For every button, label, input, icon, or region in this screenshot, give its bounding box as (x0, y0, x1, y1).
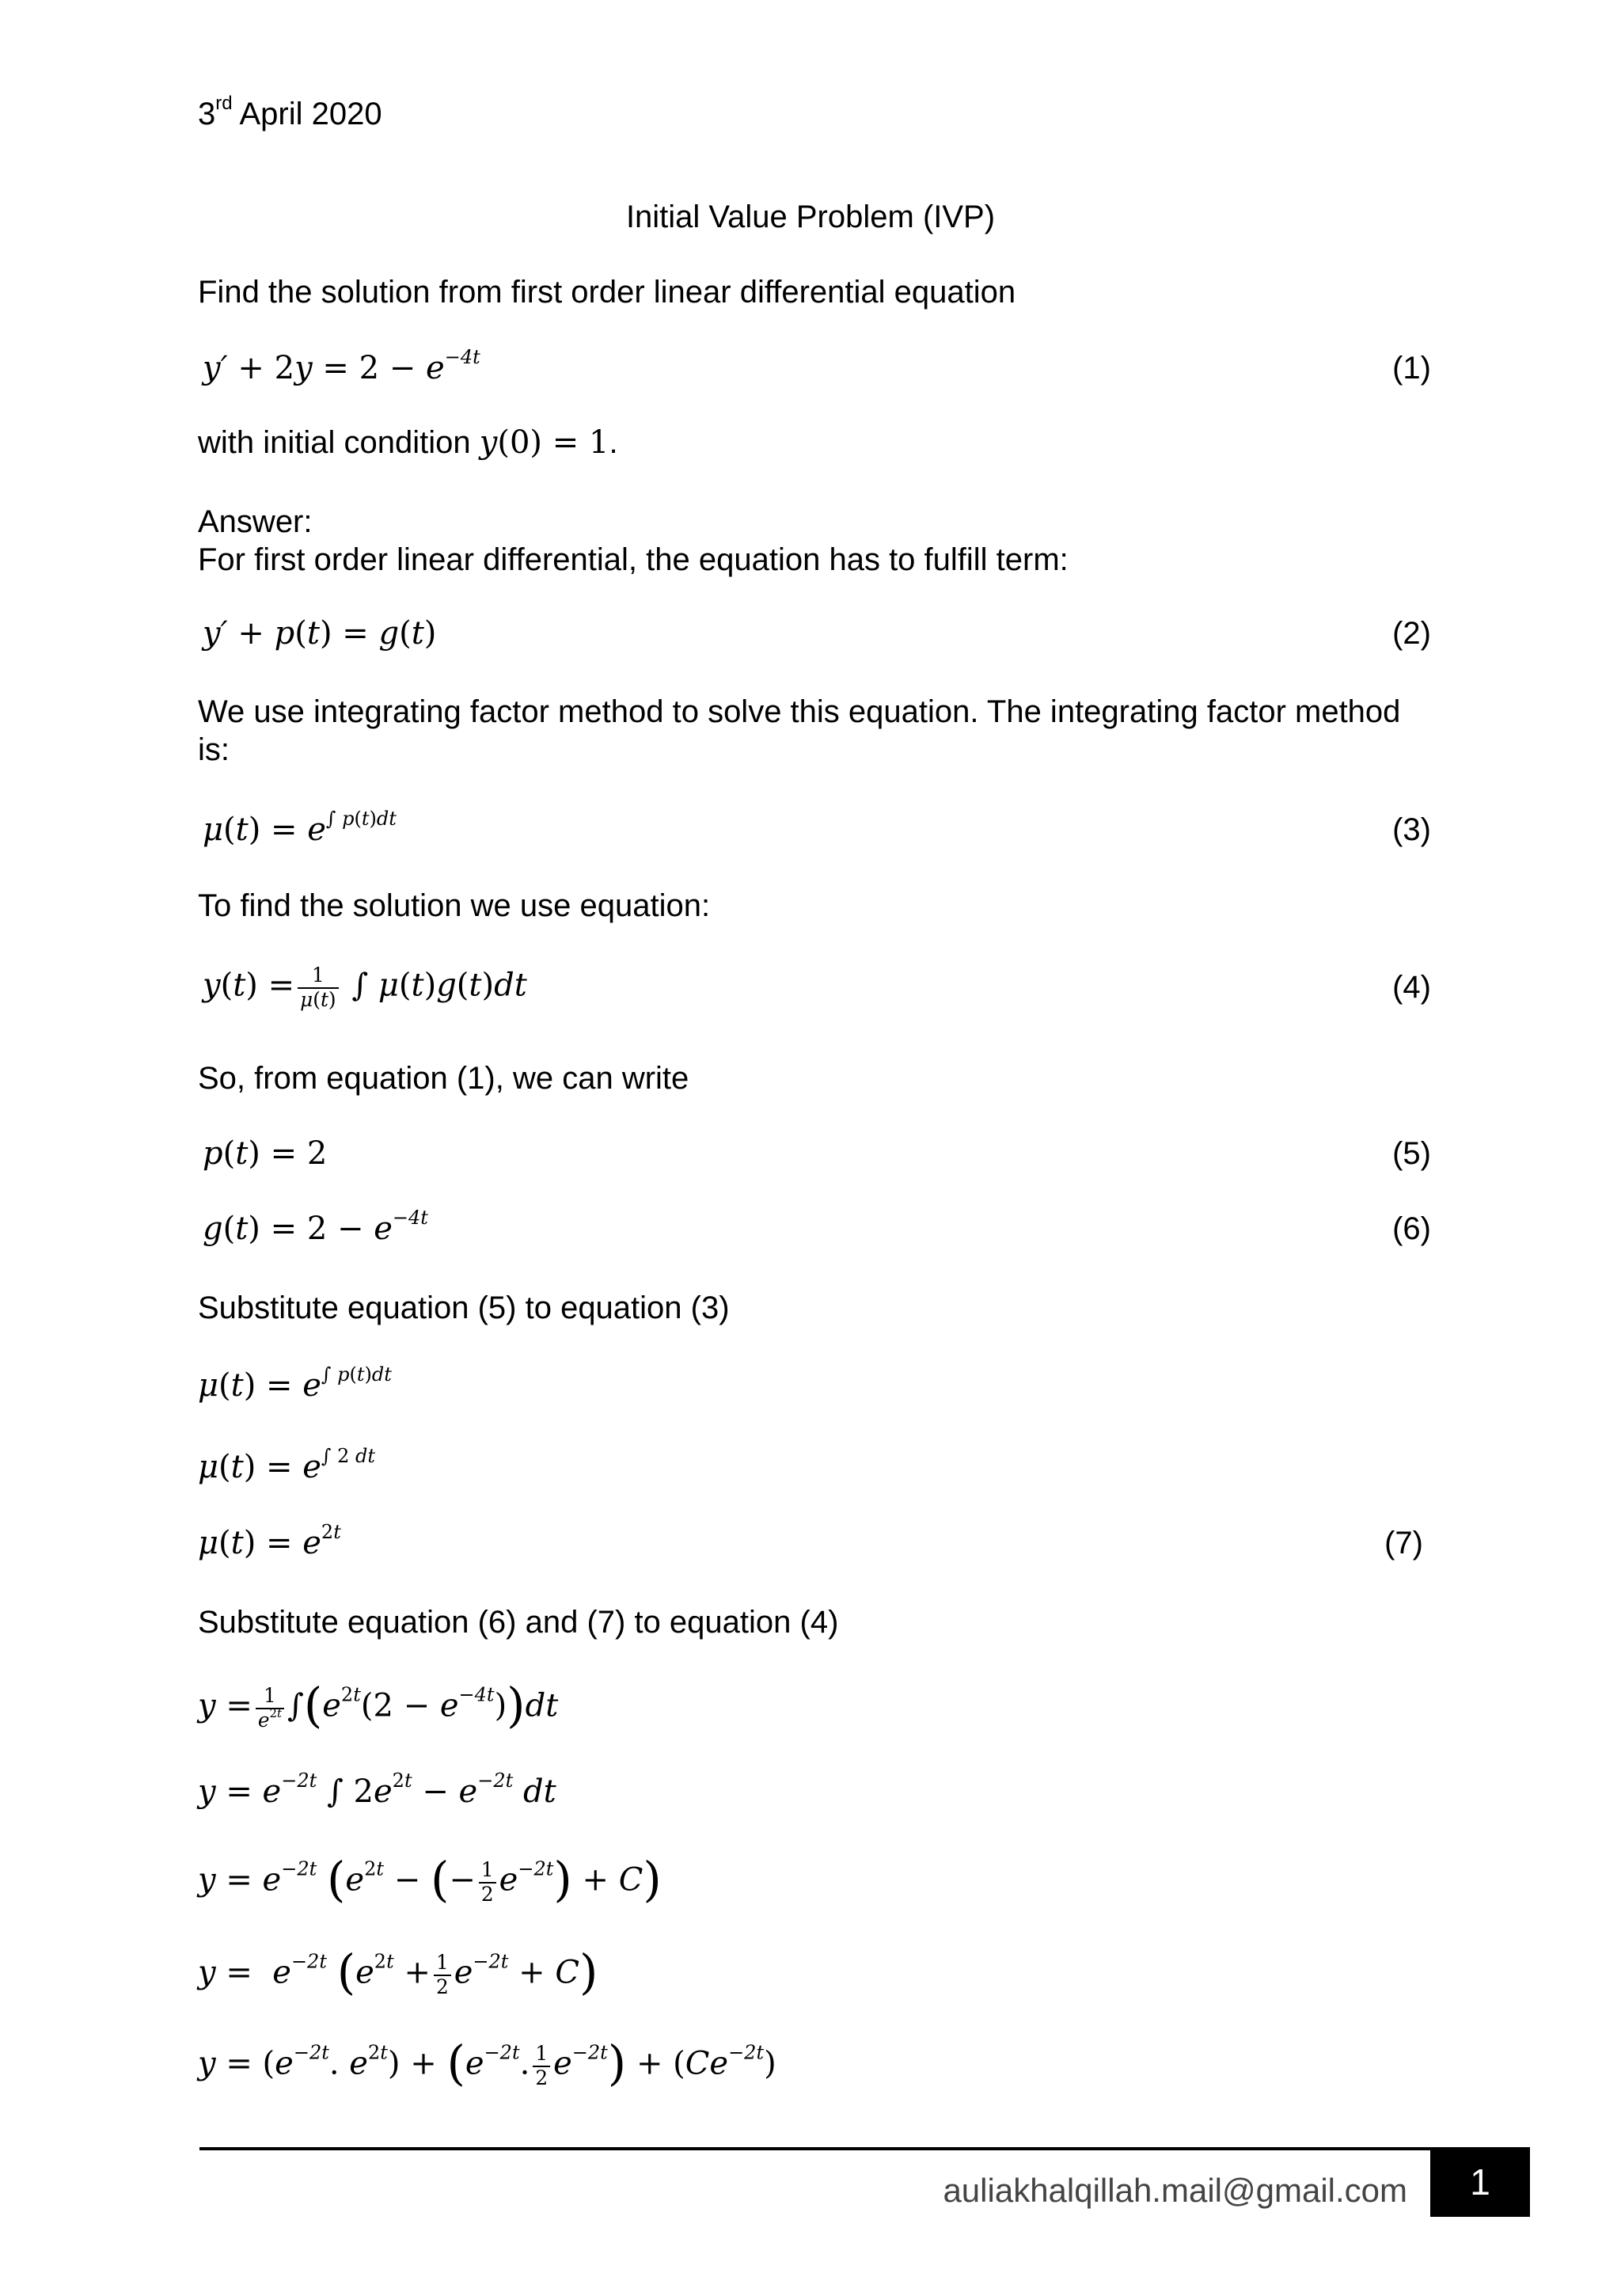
equation-number-3: (3) (1392, 812, 1431, 847)
equation-y-step-3: $y = e^{-2t}$ ($e^{2t}$ − (− $\frac{1}{2}$ $e^{-2t}) + C$) (198, 1852, 662, 1908)
document-date: 3rd April 2020 (198, 92, 382, 131)
equation-number-6: (6) (1392, 1211, 1431, 1246)
document-title: Initial Value Problem (IVP) (625, 200, 996, 234)
paragraph-intro: Find the solution from first order linear differential equation (198, 275, 1016, 310)
equation-3: $\mu(t) = e^{\int p(t)dt}$ (203, 807, 397, 848)
equation-y-step-5: $y = (e^{-2t}$. $e^{2t}) + (e^{-2t}$. $\frac{1}{2}$ $e^{-2t}) + (Ce^{-2t})$ (198, 2036, 776, 2092)
equation-number-4: (4) (1392, 970, 1431, 1005)
equation-number-7: (7) (1384, 1526, 1423, 1560)
equation-y-step-1: y = $\frac{1}{e^{2t}}$ $\int(e^{2t}(2 - e^{-4t}))dt$ (198, 1678, 559, 1734)
footer-email: auliakhalqillah.mail@gmail.com (943, 2172, 1407, 2209)
equation-1: $y' + 2y = 2 - e^{-4t}$ (203, 345, 480, 386)
paragraph-term: For first order linear differential, the equation has to fulfill term: (198, 542, 1069, 577)
answer-label: Answer: (198, 504, 313, 539)
equation-2: y′ + p(t) = g(t) (203, 615, 437, 652)
equation-number-2: (2) (1392, 616, 1431, 651)
equation-5: p(t) = 2 (203, 1135, 328, 1172)
equation-7: $\mu(t) = e^{2t}$ (198, 1520, 341, 1561)
paragraph-initial-condition: with initial condition y(0) = 1. (198, 424, 618, 461)
equation-mu-step-1: $\mu(t) = e^{\int p(t)dt}$ (198, 1363, 392, 1404)
paragraph-substitute-6-7-4: Substitute equation (6) and (7) to equation (4) (198, 1605, 839, 1640)
equation-number-5: (5) (1392, 1136, 1431, 1171)
paragraph-from-eq1: So, from equation (1), we can write (198, 1061, 689, 1096)
paragraph-substitute-5-3: Substitute equation (5) to equation (3) (198, 1291, 730, 1325)
equation-y-step-4: $y = e^{-2t}$ ($e^{2t}$ + $\frac{1}{2}$ $e^{-2t} + C$) (198, 1944, 598, 2001)
equation-4: y(t) = $\frac{1}{\mu(t)}$ ∫ μ(t)g(t)dt (203, 964, 527, 1011)
paragraph-integrating-factor: We use integrating factor method to solve this equation. The integrating factor method is: (198, 694, 1401, 767)
paragraph-solution: To find the solution we use equation: (198, 888, 711, 923)
equation-y-step-2: $y = e^{-2t}$ ∫ $2e^{2t} - e^{-2t}$ dt (198, 1769, 556, 1810)
equation-number-1: (1) (1392, 351, 1431, 386)
equation-6: $g(t) = 2 - e^{-4t}$ (203, 1206, 428, 1247)
page-number: 1 (1430, 2147, 1530, 2217)
equation-mu-step-2: $\mu(t) = e^{\int 2 dt}$ (198, 1444, 375, 1485)
footer-divider (199, 2147, 1430, 2150)
